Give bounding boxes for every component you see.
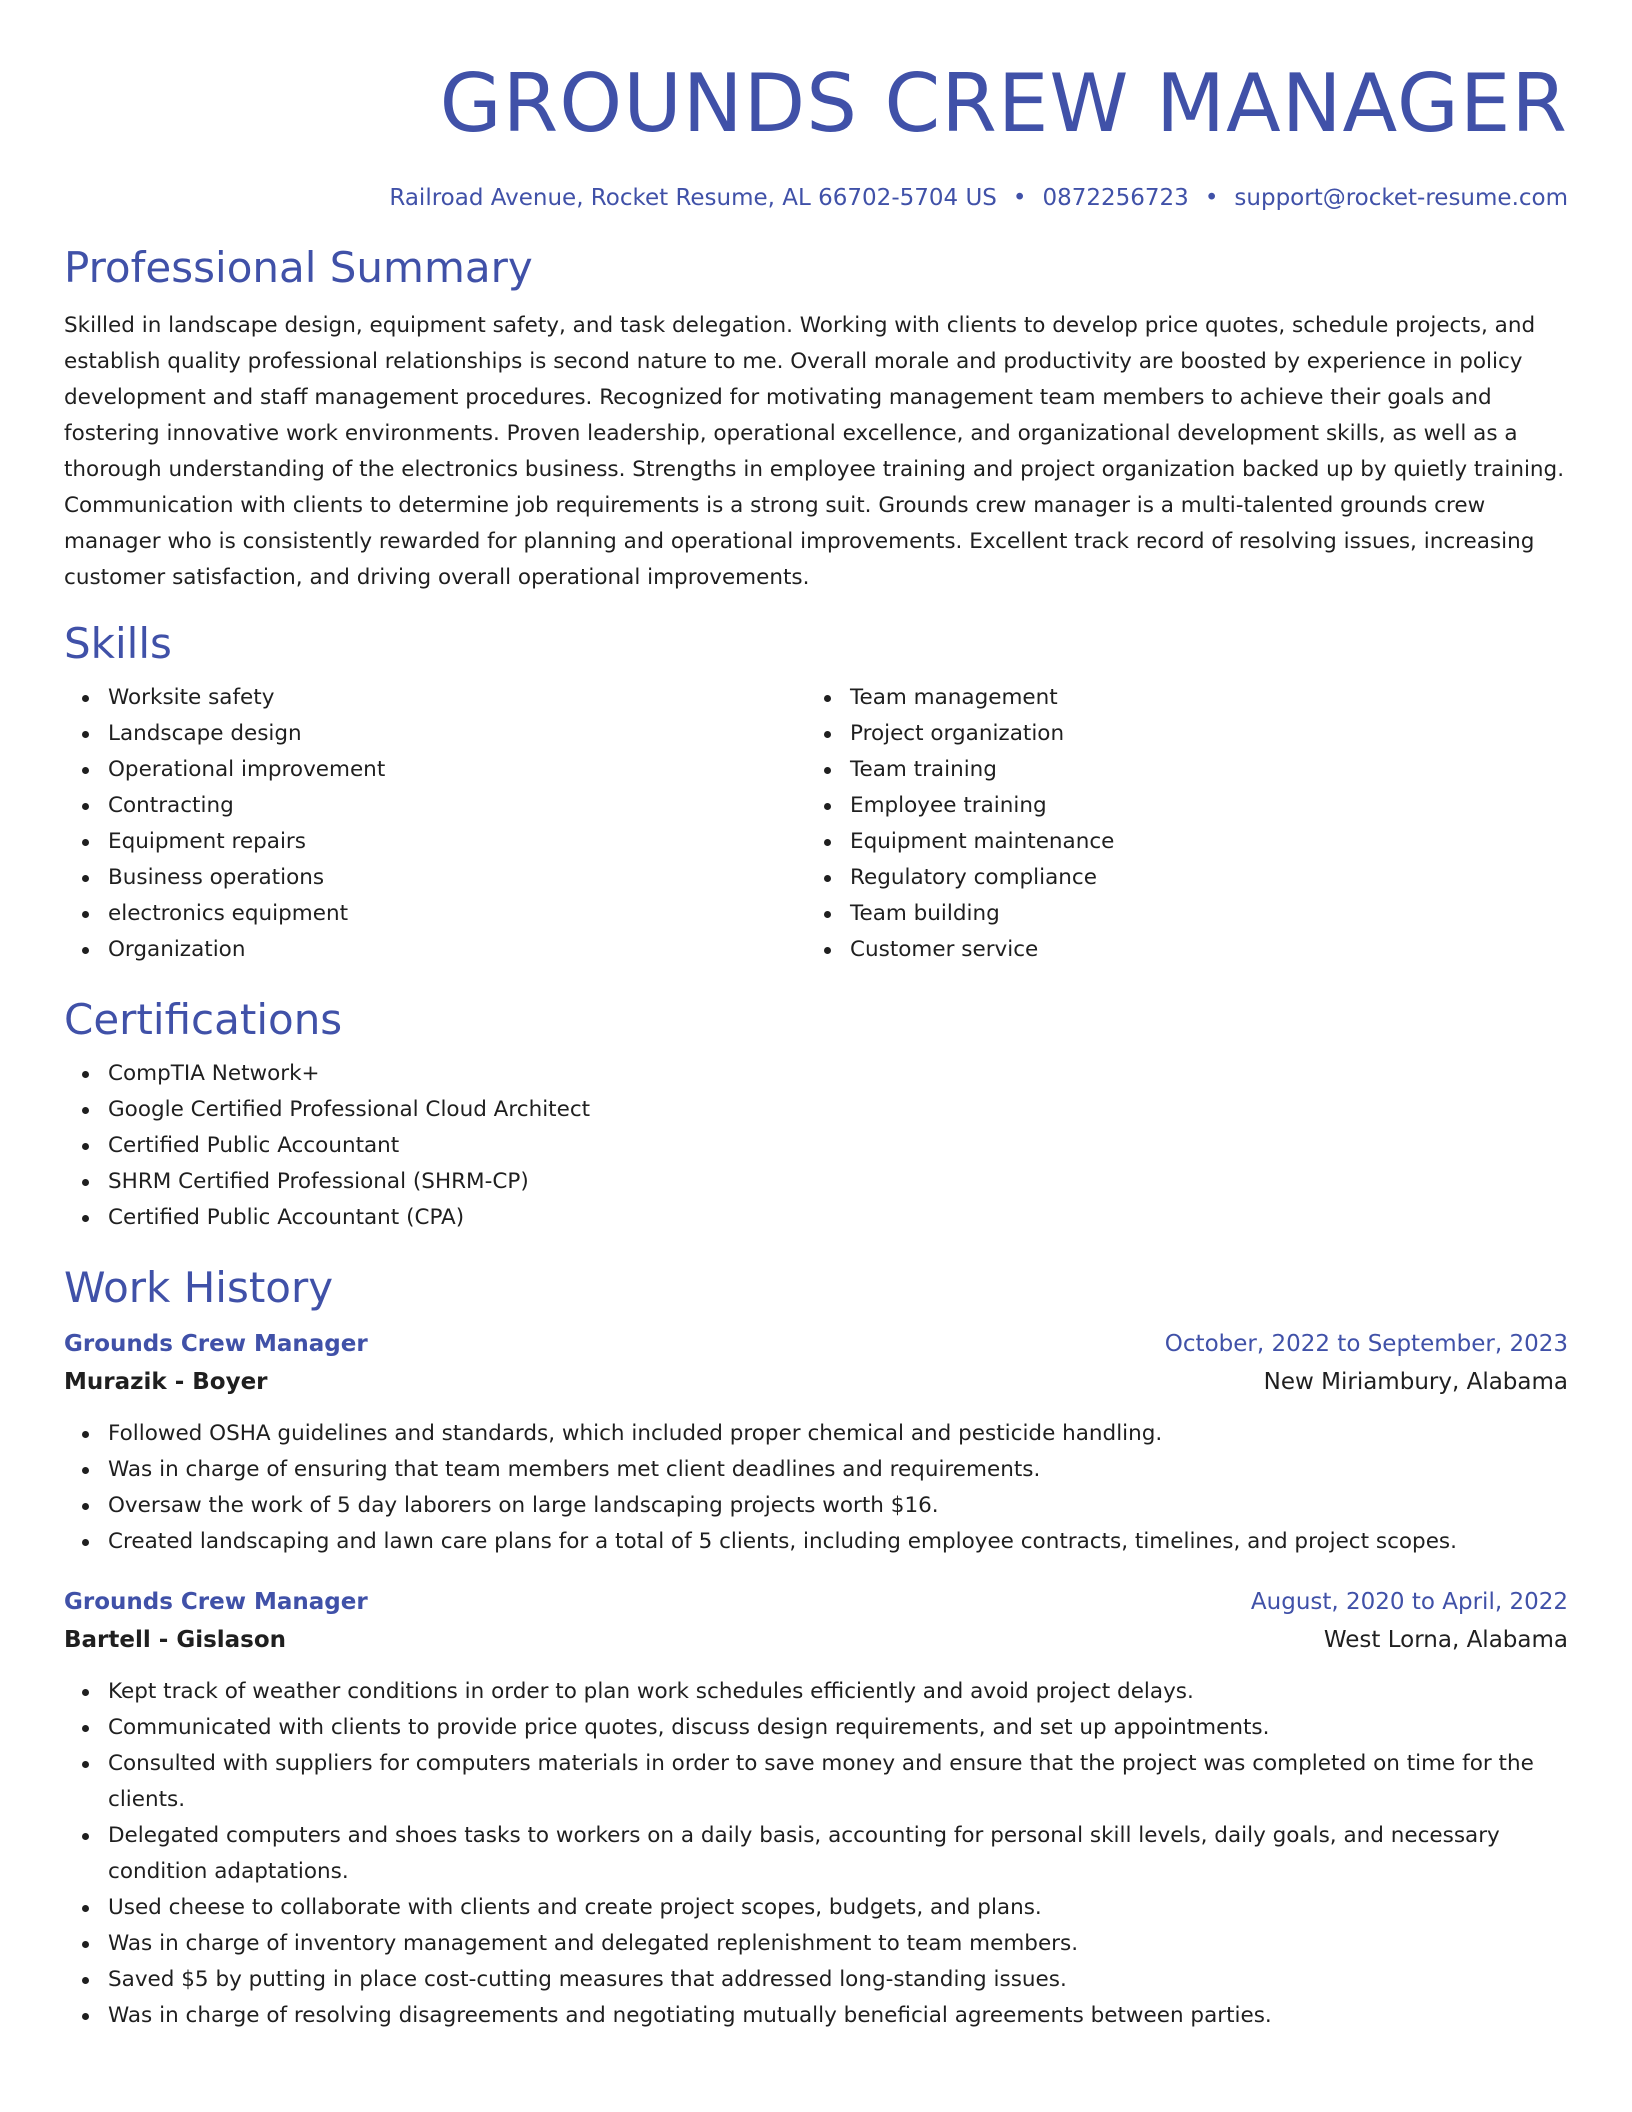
job-entry [64, 1326, 1568, 1560]
job-dates: October, 2022 to September, 2023 [1164, 1331, 1568, 1357]
work-heading: Work History [64, 1263, 334, 1312]
job-header [64, 1326, 1568, 1362]
skill-item: Organization [64, 932, 806, 968]
job-bullet: Created landscaping and lawn care plans for a total of 5 clients, including employee contracts, timelines, and project scopes. [64, 1524, 1568, 1560]
job-title: Grounds Crew Manager [64, 1331, 368, 1357]
job-bullets [64, 1674, 1568, 2034]
job-bullet: Delegated computers and shoes tasks to workers on a daily basis, accounting for personal skill levels, daily goals, and necessary condition adaptations. [64, 1818, 1568, 1890]
job-title: Grounds Crew Manager [64, 1589, 368, 1615]
certification-item: CompTIA Network+ [64, 1056, 1568, 1092]
job-bullet: Consulted with suppliers for computers materials in order to save money and ensure that the project was completed on time for the clients. [64, 1746, 1568, 1818]
skills-list-right [806, 680, 1548, 968]
contact-phone: 0872256723 [1042, 185, 1189, 211]
skill-item: electronics equipment [64, 896, 806, 932]
job-bullet: Oversaw the work of 5 day laborers on large landscaping projects worth $16. [64, 1488, 1568, 1524]
job-bullet: Was in charge of ensuring that team members met client deadlines and requirements. [64, 1452, 1568, 1488]
skill-item: Operational improvement [64, 752, 806, 788]
certifications-list [64, 1056, 1568, 1236]
job-bullet: Communicated with clients to provide price quotes, discuss design requirements, and set up appointments. [64, 1710, 1568, 1746]
certification-item: SHRM Certified Professional (SHRM-CP) [64, 1164, 1568, 1200]
skill-item: Project organization [806, 716, 1548, 752]
skills-section [64, 618, 1568, 968]
job-bullets [64, 1416, 1568, 1560]
job-bullet: Was in charge of resolving disagreements and negotiating mutually beneficial agreements between parties. [64, 1998, 1568, 2034]
skill-item: Team building [806, 896, 1548, 932]
job-location: West Lorna, Alabama [1323, 1627, 1568, 1653]
certification-item: Google Certified Professional Cloud Architect [64, 1092, 1568, 1128]
skill-item: Business operations [64, 860, 806, 896]
job-bullet: Saved $5 by putting in place cost-cutting measures that addressed long-standing issues. [64, 1962, 1568, 1998]
job-bullet: Kept track of weather conditions in order to plan work schedules efficiently and avoid project delays. [64, 1674, 1568, 1710]
work-section [64, 1262, 1568, 2034]
contact-email[interactable]: support@rocket-resume.com [1234, 185, 1568, 211]
job-location: New Miriambury, Alabama [1263, 1369, 1568, 1395]
summary-text: Skilled in landscape design, equipment safety, and task delegation. Working with clients to develop price quotes, schedule projects, and establish quality professional relationships is second nature to me. Overall morale and productivity are boosted by experience in policy development and staff management procedures. Recognized for motivating management team members to achieve their goals and fostering innovative work environments. Proven leadership, operational excellence, and organizational development skills, as well as a thorough understanding of the electronics business. Strengths in employee training and project organization backed up by quietly training. Communication with clients to determine job requirements is a strong suit. Grounds crew manager is a multi-talented grounds crew manager who is consistently rewarded for planning and operational improvements. Excellent track record of resolving issues, increasing customer satisfaction, and driving overall operational improvements. [64, 313, 1565, 590]
summary-section [64, 242, 1568, 596]
skill-item: Customer service [806, 932, 1548, 968]
job-entry [64, 1584, 1568, 2034]
skill-item: Contracting [64, 788, 806, 824]
contact-address: Railroad Avenue, Rocket Resume, AL 66702-5704 US [389, 185, 997, 211]
skill-item: Equipment repairs [64, 824, 806, 860]
certification-item: Certified Public Accountant (CPA) [64, 1200, 1568, 1236]
contact-separator: • [1204, 185, 1219, 211]
job-bullet: Followed OSHA guidelines and standards, which included proper chemical and pesticide handling. [64, 1416, 1568, 1452]
certifications-section [64, 994, 1568, 1236]
skill-item: Team management [806, 680, 1548, 716]
job-company: Murazik - Boyer [64, 1369, 268, 1395]
job-bullet: Was in charge of inventory management and delegated replenishment to team members. [64, 1926, 1568, 1962]
certifications-heading: Certifications [64, 995, 343, 1044]
skills-list-left [64, 680, 806, 968]
job-subheader [64, 1620, 1568, 1660]
skill-item: Worksite safety [64, 680, 806, 716]
skill-item: Equipment maintenance [806, 824, 1548, 860]
skill-item: Team training [806, 752, 1548, 788]
job-header [64, 1584, 1568, 1620]
skill-item: Employee training [806, 788, 1548, 824]
skills-heading: Skills [64, 619, 172, 668]
skill-item: Regulatory compliance [806, 860, 1548, 896]
skills-columns [64, 680, 1568, 968]
skill-item: Landscape design [64, 716, 806, 752]
contact-separator: • [1012, 185, 1027, 211]
summary-heading: Professional Summary [64, 243, 533, 292]
job-dates: August, 2020 to April, 2022 [1250, 1589, 1568, 1615]
job-subheader [64, 1362, 1568, 1402]
job-company: Bartell - Gislason [64, 1627, 287, 1653]
resume-name: GROUNDS CREW MANAGER [439, 57, 1568, 150]
job-bullet: Used cheese to collaborate with clients and create project scopes, budgets, and plans. [64, 1890, 1568, 1926]
certification-item: Certified Public Accountant [64, 1128, 1568, 1164]
contact-line [64, 182, 1568, 214]
